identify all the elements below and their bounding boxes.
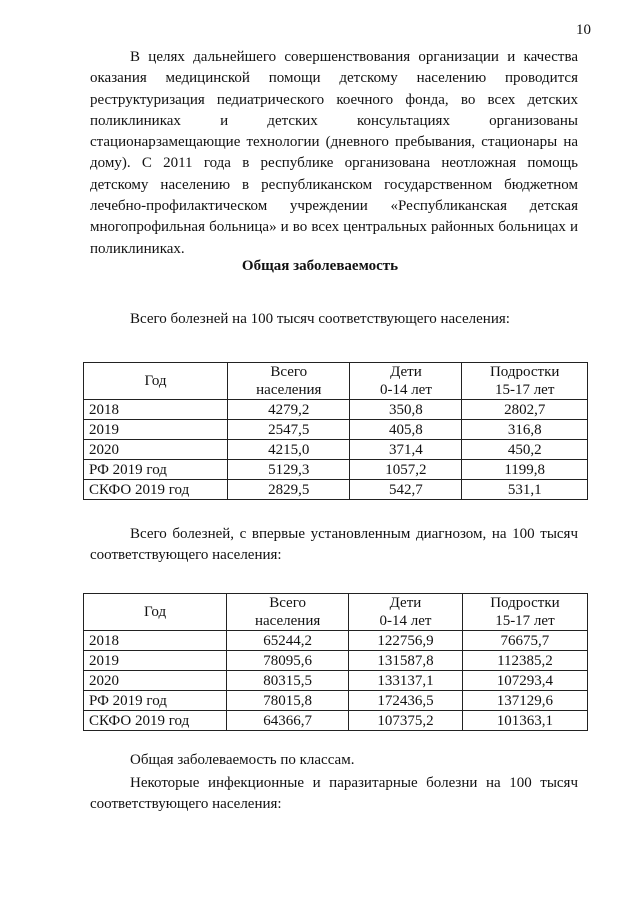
- table-header-row: [84, 363, 588, 400]
- cell-children: 133137,1: [349, 671, 463, 691]
- cell-teens: 531,1: [462, 480, 588, 500]
- cell-total: 5129,3: [228, 460, 350, 480]
- cell-teens: 2802,7: [462, 400, 588, 420]
- cell-teens: 112385,2: [462, 651, 587, 671]
- classes-heading-line: Общая заболеваемость по классам.: [130, 752, 355, 768]
- table-row: [84, 651, 588, 671]
- new-diagnosis-table: [83, 593, 588, 731]
- cell-year: РФ 2019 год: [84, 691, 227, 711]
- table-header-row: [84, 594, 588, 631]
- cell-teens: 107293,4: [462, 671, 587, 691]
- cell-year: 2018: [84, 400, 228, 420]
- header-year: Год: [84, 363, 228, 400]
- cell-children: 350,8: [350, 400, 462, 420]
- table-row: [84, 440, 588, 460]
- header-year: Год: [84, 594, 227, 631]
- cell-year: 2018: [84, 631, 227, 651]
- cell-year: 2020: [84, 671, 227, 691]
- cell-teens: 316,8: [462, 420, 588, 440]
- cell-children: 107375,2: [349, 711, 463, 731]
- cell-children: 172436,5: [349, 691, 463, 711]
- header-teens: Подростки 15-17 лет: [462, 363, 588, 400]
- cell-year: 2020: [84, 440, 228, 460]
- table-row: [84, 420, 588, 440]
- cell-total: 65244,2: [227, 631, 349, 651]
- cell-children: 131587,8: [349, 651, 463, 671]
- cell-year: СКФО 2019 год: [84, 711, 227, 731]
- header-children: Дети 0-14 лет: [350, 363, 462, 400]
- section-heading: Общая заболеваемость: [241, 258, 399, 274]
- cell-total: 64366,7: [227, 711, 349, 731]
- table-row: [84, 460, 588, 480]
- cell-total: 78095,6: [227, 651, 349, 671]
- table-row: [84, 691, 588, 711]
- table-row: [84, 400, 588, 420]
- cell-children: 405,8: [350, 420, 462, 440]
- cell-total: 4215,0: [228, 440, 350, 460]
- header-teens: Подростки 15-17 лет: [462, 594, 587, 631]
- table1-caption: Всего болезней на 100 тысяч соответствующего населения:: [130, 311, 510, 327]
- table-row: [84, 480, 588, 500]
- cell-total: 2547,5: [228, 420, 350, 440]
- header-children: Дети 0-14 лет: [349, 594, 463, 631]
- cell-children: 542,7: [350, 480, 462, 500]
- header-total: Всего населения: [227, 594, 349, 631]
- cell-children: 1057,2: [350, 460, 462, 480]
- cell-children: 371,4: [350, 440, 462, 460]
- cell-total: 80315,5: [227, 671, 349, 691]
- cell-total: 4279,2: [228, 400, 350, 420]
- intro-paragraph: В целях дальнейшего совершенствования организации и качества оказания медицинской помощи детскому населению проводится реструктуризация педиатрического коечного фонда, во всех детских поликлиниках и детских консультациях организованы стационарзамещающие технологии (дневного пребывания, стационары на дому). С 2011 года в республике организована неотложная помощь детскому населению в республиканском государственном бюджетном лечебно-профилактическом учреждении «Республиканская детская многопрофильная больница» и во всех центральных районных больницах и поликлиниках.: [90, 49, 578, 257]
- table-row: [84, 711, 588, 731]
- cell-year: 2019: [84, 651, 227, 671]
- cell-total: 2829,5: [228, 480, 350, 500]
- cell-total: 78015,8: [227, 691, 349, 711]
- cell-teens: 76675,7: [462, 631, 587, 651]
- infectious-paragraph: Некоторые инфекционные и паразитарные болезни на 100 тысяч соответствующего населения:: [90, 775, 578, 813]
- cell-teens: 101363,1: [462, 711, 587, 731]
- header-total: Всего населения: [228, 363, 350, 400]
- cell-year: РФ 2019 год: [84, 460, 228, 480]
- cell-teens: 450,2: [462, 440, 588, 460]
- page-number: 10: [576, 22, 591, 38]
- cell-teens: 1199,8: [462, 460, 588, 480]
- cell-year: 2019: [84, 420, 228, 440]
- table-row: [84, 631, 588, 651]
- table2-caption: Всего болезней, с впервые установленным диагнозом, на 100 тысяч соответствующего населения:: [90, 526, 578, 564]
- table-row: [84, 671, 588, 691]
- cell-teens: 137129,6: [462, 691, 587, 711]
- morbidity-table: [83, 362, 588, 500]
- cell-year: СКФО 2019 год: [84, 480, 228, 500]
- cell-children: 122756,9: [349, 631, 463, 651]
